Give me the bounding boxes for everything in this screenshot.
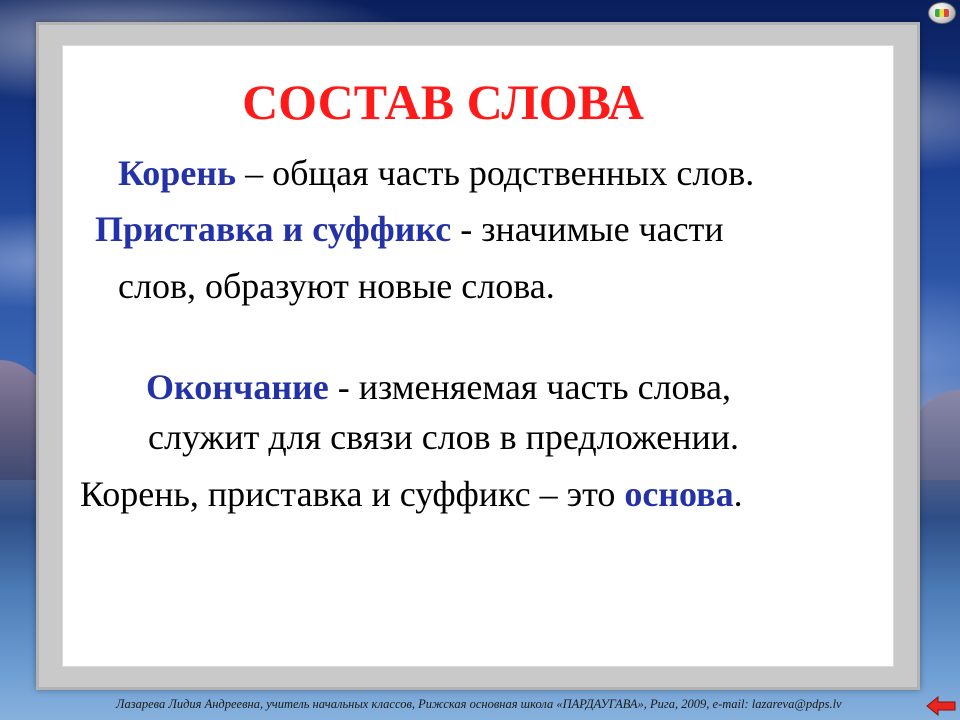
definition-stem-end: .: [733, 474, 743, 514]
definition-ending-continued: служит для связи слов в предложении.: [148, 417, 739, 457]
definition-prefix-suffix: [95, 207, 724, 251]
globe-button-icon[interactable]: [928, 2, 956, 24]
definition-root-text: – общая часть родственных слов.: [236, 153, 755, 193]
definition-prefix-suffix-continued: слов, образуют новые слова.: [118, 266, 555, 306]
author-credit: Лазарева Лидия Андреевна, учитель начальных классов, Рижская основная школа «ПАРДАУГАВА», Рига, 2009, e-mail: lazareva@pdps.lv: [116, 697, 842, 711]
back-arrow-icon[interactable]: [926, 696, 956, 716]
term-prefix-suffix: Приставка и суффикс: [95, 209, 452, 249]
term-root: Корень: [118, 153, 237, 193]
definition-root: [118, 151, 754, 195]
definition-ending: [146, 365, 731, 409]
term-stem: основа: [624, 474, 734, 514]
definition-stem-text: Корень, приставка и суффикс – это: [80, 474, 625, 514]
definition-ending-text: - изменяемая часть слова,: [328, 367, 732, 407]
definition-prefix-suffix-text: - значимые части: [451, 209, 724, 249]
term-ending: Окончание: [146, 367, 329, 407]
slide-content: [62, 45, 894, 667]
slide-title: СОСТАВ СЛОВА: [242, 74, 644, 130]
definition-stem: [80, 472, 743, 516]
